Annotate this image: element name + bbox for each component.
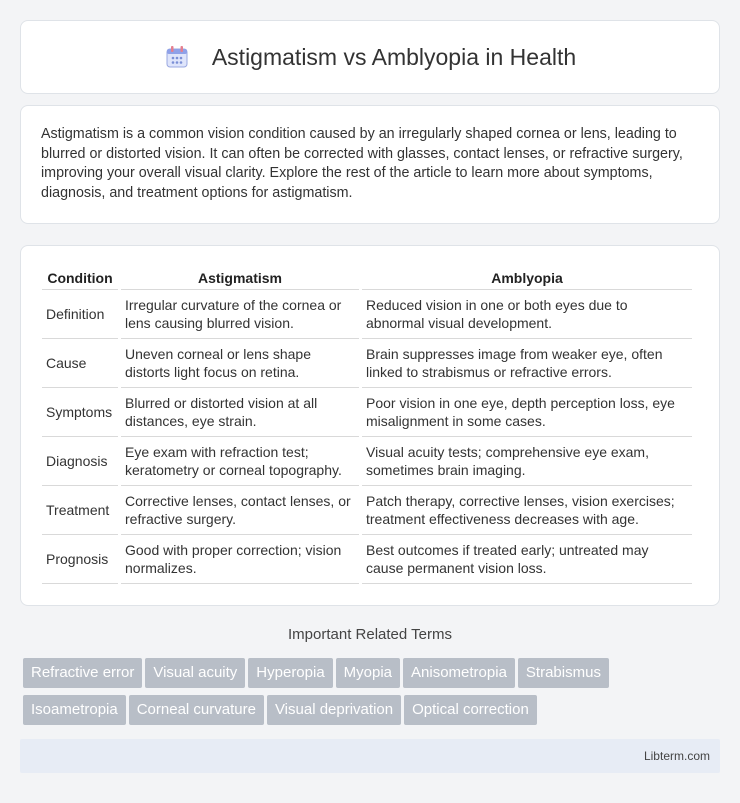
header-astigmatism: Astigmatism: [121, 266, 359, 290]
row-amblyopia: Best outcomes if treated early; untreated may cause permanent vision loss.: [362, 535, 692, 584]
term-tag[interactable]: Anisometropia: [403, 658, 515, 688]
row-amblyopia: Poor vision in one eye, depth perception loss, eye misalignment in some cases.: [362, 388, 692, 437]
row-amblyopia: Brain suppresses image from weaker eye, often linked to strabismus or refractive errors.: [362, 339, 692, 388]
row-condition: Cause: [42, 339, 118, 388]
table-row: [42, 437, 692, 486]
term-tag[interactable]: Optical correction: [404, 695, 537, 725]
comparison-table: [39, 266, 695, 584]
comparison-card: [20, 245, 720, 606]
table-row: [42, 388, 692, 437]
related-terms-list: [23, 658, 723, 732]
footer: [20, 739, 720, 773]
row-astigmatism: Corrective lenses, contact lenses, or refractive surgery.: [121, 486, 359, 535]
row-amblyopia: Patch therapy, corrective lenses, vision exercises; treatment effectiveness decreases with age.: [362, 486, 692, 535]
row-condition: Treatment: [42, 486, 118, 535]
table-row: [42, 290, 692, 339]
row-condition: Prognosis: [42, 535, 118, 584]
page-title: Astigmatism vs Amblyopia in Health: [211, 43, 577, 70]
term-tag[interactable]: Refractive error: [23, 658, 142, 688]
related-terms-title: Important Related Terms: [288, 626, 452, 643]
term-tag[interactable]: Myopia: [336, 658, 400, 688]
calendar-icon: [164, 44, 190, 70]
row-condition: Definition: [42, 290, 118, 339]
header-condition: Condition: [42, 266, 118, 290]
row-amblyopia: Reduced vision in one or both eyes due to abnormal visual development.: [362, 290, 692, 339]
header-amblyopia: Amblyopia: [362, 266, 692, 290]
title-card: [20, 20, 720, 94]
term-tag[interactable]: Corneal curvature: [129, 695, 264, 725]
term-tag[interactable]: Visual deprivation: [267, 695, 401, 725]
term-tag[interactable]: Visual acuity: [145, 658, 245, 688]
intro-paragraph: Astigmatism is a common vision condition caused by an irregularly shaped cornea or lens, leading to blurred or distorted vision. It can often be corrected with glasses, contact lenses, or refractive surgery, improving your overall visual clarity. Explore the rest of the article to learn more about symptoms, diagnosis, and treatment options for astigmatism.: [41, 126, 683, 201]
row-astigmatism: Irregular curvature of the cornea or lens causing blurred vision.: [121, 290, 359, 339]
row-amblyopia: Visual acuity tests; comprehensive eye exam, sometimes brain imaging.: [362, 437, 692, 486]
intro-card: [20, 105, 720, 224]
row-condition: Symptoms: [42, 388, 118, 437]
row-astigmatism: Good with proper correction; vision normalizes.: [121, 535, 359, 584]
row-astigmatism: Uneven corneal or lens shape distorts light focus on retina.: [121, 339, 359, 388]
footer-site-link[interactable]: Libterm.com: [643, 749, 710, 763]
row-condition: Diagnosis: [42, 437, 118, 486]
table-row: [42, 486, 692, 535]
term-tag[interactable]: Isoametropia: [23, 695, 126, 725]
row-astigmatism: Blurred or distorted vision at all distances, eye strain.: [121, 388, 359, 437]
row-astigmatism: Eye exam with refraction test; keratometry or corneal topography.: [121, 437, 359, 486]
term-tag[interactable]: Strabismus: [518, 658, 609, 688]
term-tag[interactable]: Hyperopia: [248, 658, 332, 688]
table-header-row: [42, 266, 692, 290]
table-row: [42, 339, 692, 388]
table-row: [42, 535, 692, 584]
